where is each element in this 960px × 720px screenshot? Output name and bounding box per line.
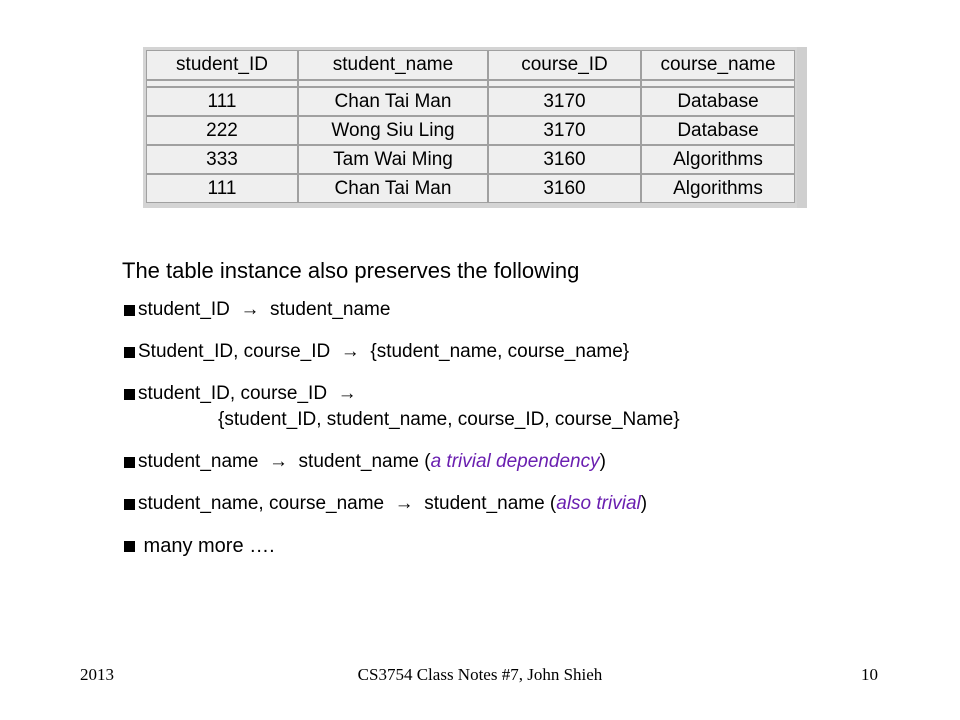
intro-text: The table instance also preserves the following [122, 258, 580, 283]
square-bullet-icon [124, 305, 135, 316]
column-header: course_name [641, 50, 795, 80]
list-item [122, 381, 882, 433]
fd-right: student_name [270, 299, 391, 320]
list-item [122, 491, 882, 517]
table-cell: 3170 [488, 87, 641, 116]
arrow-icon: → [340, 341, 360, 362]
fd-right: {student_name, course_name} [370, 341, 630, 362]
square-bullet-icon [124, 347, 135, 358]
more-text: many more …. [138, 535, 275, 557]
table-row [146, 87, 795, 116]
trivial-note: a trivial dependency [430, 451, 600, 472]
close-paren: ) [640, 493, 648, 514]
table-row [146, 116, 795, 145]
table-row [146, 174, 795, 203]
list-item [122, 533, 882, 559]
close-paren: ) [599, 451, 606, 472]
table-spacer-row [146, 80, 795, 87]
fd-right-continuation: {student_ID, student_name, course_ID, course_Name} [218, 409, 680, 430]
footer-year: 2013 [80, 665, 114, 684]
fd-left: student_name, course_name [138, 493, 385, 514]
table-cell: Database [641, 87, 795, 116]
table-cell: 3170 [488, 116, 641, 145]
footer-page-number: 10 [861, 665, 878, 684]
table-cell: 3160 [488, 174, 641, 203]
spacer-cell [641, 80, 795, 87]
arrow-icon: → [394, 493, 414, 514]
dependency-list [122, 297, 882, 559]
fd-left: student_ID [138, 299, 230, 320]
table-cell: 111 [146, 174, 298, 203]
list-item [122, 297, 882, 323]
table-cell: Database [641, 116, 795, 145]
fd-right: student_name ( [298, 451, 431, 472]
fd-left: Student_ID, course_ID [138, 341, 331, 362]
list-item [122, 449, 882, 475]
table-cell: 3160 [488, 145, 641, 174]
slide-body [122, 255, 882, 575]
table-cell: Chan Tai Man [298, 174, 488, 203]
spacer-cell [298, 80, 488, 87]
footer-course: CS3754 Class Notes #7, John Shieh [357, 665, 603, 684]
table-cell: Tam Wai Ming [298, 145, 488, 174]
square-bullet-icon [124, 457, 135, 468]
column-header: student_name [298, 50, 488, 80]
square-bullet-icon [124, 389, 135, 400]
column-header: student_ID [146, 50, 298, 80]
column-header: course_ID [488, 50, 641, 80]
table-cell: 111 [146, 87, 298, 116]
list-item [122, 339, 882, 365]
table-cell: Algorithms [641, 145, 795, 174]
table-cell: Chan Tai Man [298, 87, 488, 116]
table-cell: 222 [146, 116, 298, 145]
relation-table-panel [143, 47, 807, 208]
spacer-cell [146, 80, 298, 87]
table-row [146, 145, 795, 174]
table-header-row [146, 50, 795, 80]
square-bullet-icon [124, 499, 135, 510]
trivial-note: also trivial [556, 493, 641, 514]
arrow-icon: → [337, 383, 357, 404]
arrow-icon: → [268, 451, 288, 472]
fd-left: student_ID, course_ID [138, 383, 328, 404]
table-cell: Algorithms [641, 174, 795, 203]
table-cell: 333 [146, 145, 298, 174]
table-cell: Wong Siu Ling [298, 116, 488, 145]
fd-right: student_name ( [424, 493, 557, 514]
square-bullet-icon [124, 541, 135, 552]
fd-left: student_name [138, 451, 259, 472]
spacer-cell [488, 80, 641, 87]
table-scrollbar-edge [797, 47, 807, 208]
arrow-icon: → [240, 299, 260, 320]
relation-table [146, 50, 795, 203]
